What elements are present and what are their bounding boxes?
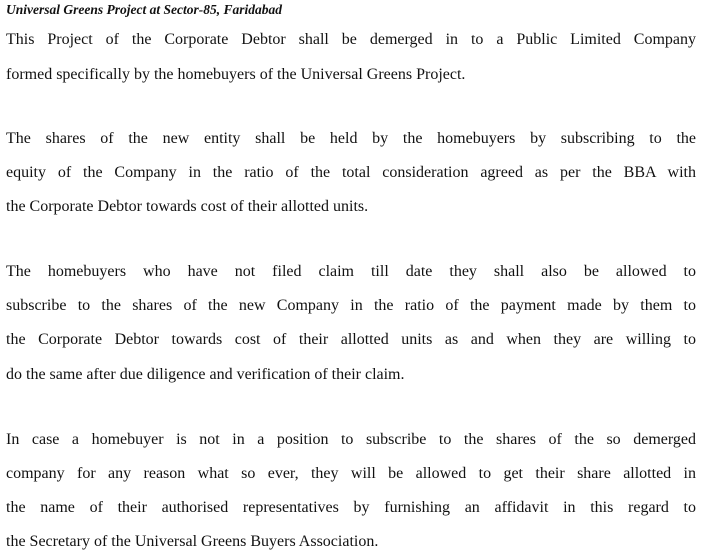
- paragraph-4-line-4: the Secretary of the Universal Greens Buyers Association.: [6, 533, 379, 550]
- paragraph-3-line-1: The homebuyers who have not filed claim till date they shall also be allowed to: [6, 263, 696, 280]
- paragraph-3-line-2: subscribe to the shares of the new Company in the ratio of the payment made by them to: [6, 297, 696, 314]
- paragraph-2-line-3: the Corporate Debtor towards cost of their allotted units.: [6, 198, 369, 215]
- paragraph-3-line-4: do the same after due diligence and verification of their claim.: [6, 366, 405, 383]
- paragraph-3-line-3: the Corporate Debtor towards cost of their allotted units as and when they are willing to: [6, 331, 696, 348]
- paragraph-4-line-2: company for any reason what so ever, they will be allowed to get their share allotted in: [6, 465, 696, 482]
- paragraph-4-line-1: In case a homebuyer is not in a position to subscribe to the shares of the so demerged: [6, 431, 696, 448]
- document-heading: Universal Greens Project at Sector-85, Faridabad: [6, 2, 282, 17]
- paragraph-1-line-2: formed specifically by the homebuyers of the Universal Greens Project.: [6, 66, 466, 83]
- paragraph-4-line-3: the name of their authorised representatives by furnishing an affidavit in this regard to: [6, 499, 696, 516]
- paragraph-2-line-2: equity of the Company in the ratio of the total consideration agreed as per the BBA with: [6, 164, 696, 181]
- paragraph-2-line-1: The shares of the new entity shall be held by the homebuyers by subscribing to the: [6, 130, 696, 147]
- paragraph-1-line-1: This Project of the Corporate Debtor shall be demerged in to a Public Limited Company: [6, 31, 696, 48]
